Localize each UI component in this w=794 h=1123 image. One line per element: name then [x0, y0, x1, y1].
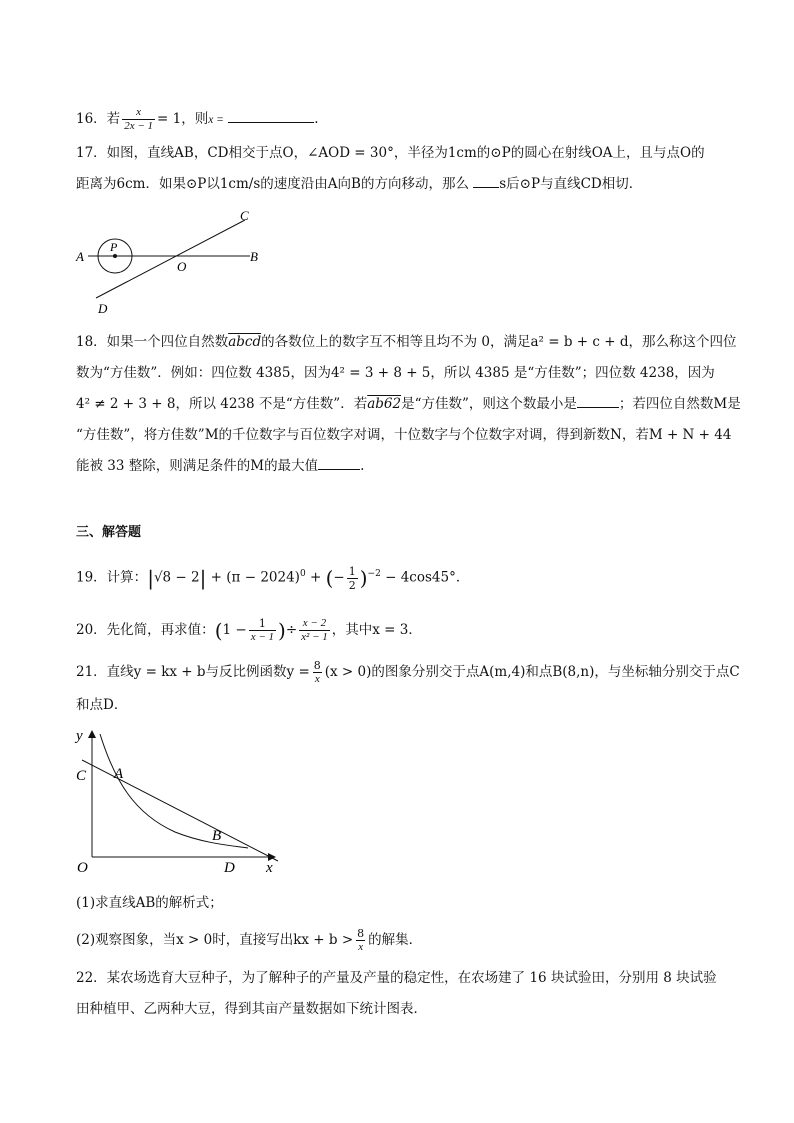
q19-fraction: $\frac{1}{2}$ [348, 564, 356, 592]
q16-fraction: $\frac{x}{2x - 1}$ [124, 106, 153, 132]
hyperbola-curve [100, 734, 248, 848]
answer-blank[interactable] [473, 175, 499, 188]
question-21-line-2: 和点D． [76, 697, 128, 713]
q21-fraction: $\frac{8}{x}$ [313, 659, 321, 685]
question-18-line-3: 4² ≠ 2 + 3 + 8，所以 4238 不是“方佳数”．若ab62是“方佳数”，则这个数最小是 ；若四位自然数M是 [76, 396, 741, 412]
label-b: B [250, 249, 258, 264]
q16-text: = 1，则 [157, 111, 209, 127]
label-c: C [240, 208, 249, 223]
overline-abcd: abcd [228, 334, 262, 350]
answer-blank[interactable] [577, 395, 619, 408]
question-18-line-2: 数为“方佳数”．例如：四位数 4385，因为4² = 3 + 8 + 5，所以 4385 是“方佳数”；四位数 4238，因为 [76, 365, 715, 381]
label-d: D [224, 860, 235, 876]
figure-21-graph [70, 722, 285, 882]
question-18-line-1: 18．如果一个四位自然数abcd的各数位上的数字互不相等且均不为 0，满足a² = b + c + d，那么称这个四位 [76, 334, 737, 350]
label-c: C [76, 768, 87, 784]
label-a: A [114, 766, 124, 782]
q16-var: x = [208, 114, 224, 126]
question-17-line-1: 17．如图，直线AB，CD相交于点O，∠AOD = 30°，半径为1cm的⊙P的圆心在射线OA上，且与点O的 [76, 145, 705, 161]
question-20: 20．先化简，再求值：(1 − $\frac{1}{x - 1}$ )÷ $\frac{x - 2}{\text{x² − 1}}$ ，其中x = 3． [76, 617, 422, 643]
answer-blank[interactable] [228, 110, 314, 123]
answer-blank[interactable] [318, 457, 360, 470]
q20-fraction-1: $\frac{1}{x - 1}$ [250, 617, 275, 643]
label-o: O [177, 259, 187, 274]
center-p-dot [113, 254, 117, 258]
question-18-line-4: “方佳数”，将方佳数”M的千位数字与百位数字对调，十位数字与个位数字对调，得到新数N，若M + N + 44 [76, 427, 732, 443]
q19-abs: √8 − 2 [153, 569, 200, 586]
line-cd [96, 220, 245, 298]
y-axis-arrow [88, 730, 96, 738]
section-heading: 三、解答题 [76, 525, 142, 540]
label-a: A [76, 249, 84, 264]
question-21-part-1: (1)求直线AB的解析式； [76, 895, 223, 911]
label-o: O [77, 860, 88, 876]
q16-lead: 16．若 [76, 111, 121, 127]
question-22-line-1: 22．某农场选育大豆种子，为了解种子的产量及产量的稳定性，在农场建了 16 块试验田，分别用 8 块试验 [76, 970, 717, 986]
label-d: D [98, 301, 108, 316]
overline-ab62: ab62 [367, 396, 402, 412]
question-21-line-1: 21．直线y = kx + b与反比例函数y = $\frac{8}{x}$ (x > 0)的图象分别交于点A(m,4)和点B(8,n)，与坐标轴分别交于点C [76, 659, 740, 685]
line-ab [82, 760, 278, 861]
label-p: P [110, 240, 118, 254]
label-y: y [76, 728, 83, 744]
label-b: B [212, 828, 222, 844]
label-x: x [266, 860, 273, 876]
question-19: 19．计算：$|√8 - 2| + (\pi - 2024)^0$ + (− $\frac{1}{2}$ )$^{-2}$ − 4cos45°． [76, 564, 470, 592]
q21-2-fraction: $\frac{8}{x}$ [357, 927, 365, 953]
question-16: 16．若 $\frac{x}{2x - 1}$ = 1，则x = . [76, 106, 319, 132]
question-21-part-2: (2)观察图象，当x > 0时，直接写出kx + b > $\frac{8}{x}$ 的解集． [76, 927, 423, 953]
question-17-line-2: 距离为6cm．如果⊙P以1cm/s的速度沿由A向B的方向移动，那么 s后⊙P与直线CD相切． [76, 176, 643, 192]
question-22-line-2: 田种植甲、乙两种大豆，得到其亩产量数据如下统计图表． [76, 1001, 427, 1017]
question-18-line-5: 能被 33 整除，则满足条件的M的最大值 . [76, 458, 365, 474]
q20-fraction-2: $\frac{x - 2}{\text{x² − 1}}$ [301, 617, 328, 643]
figure-17-diagram [70, 206, 270, 318]
